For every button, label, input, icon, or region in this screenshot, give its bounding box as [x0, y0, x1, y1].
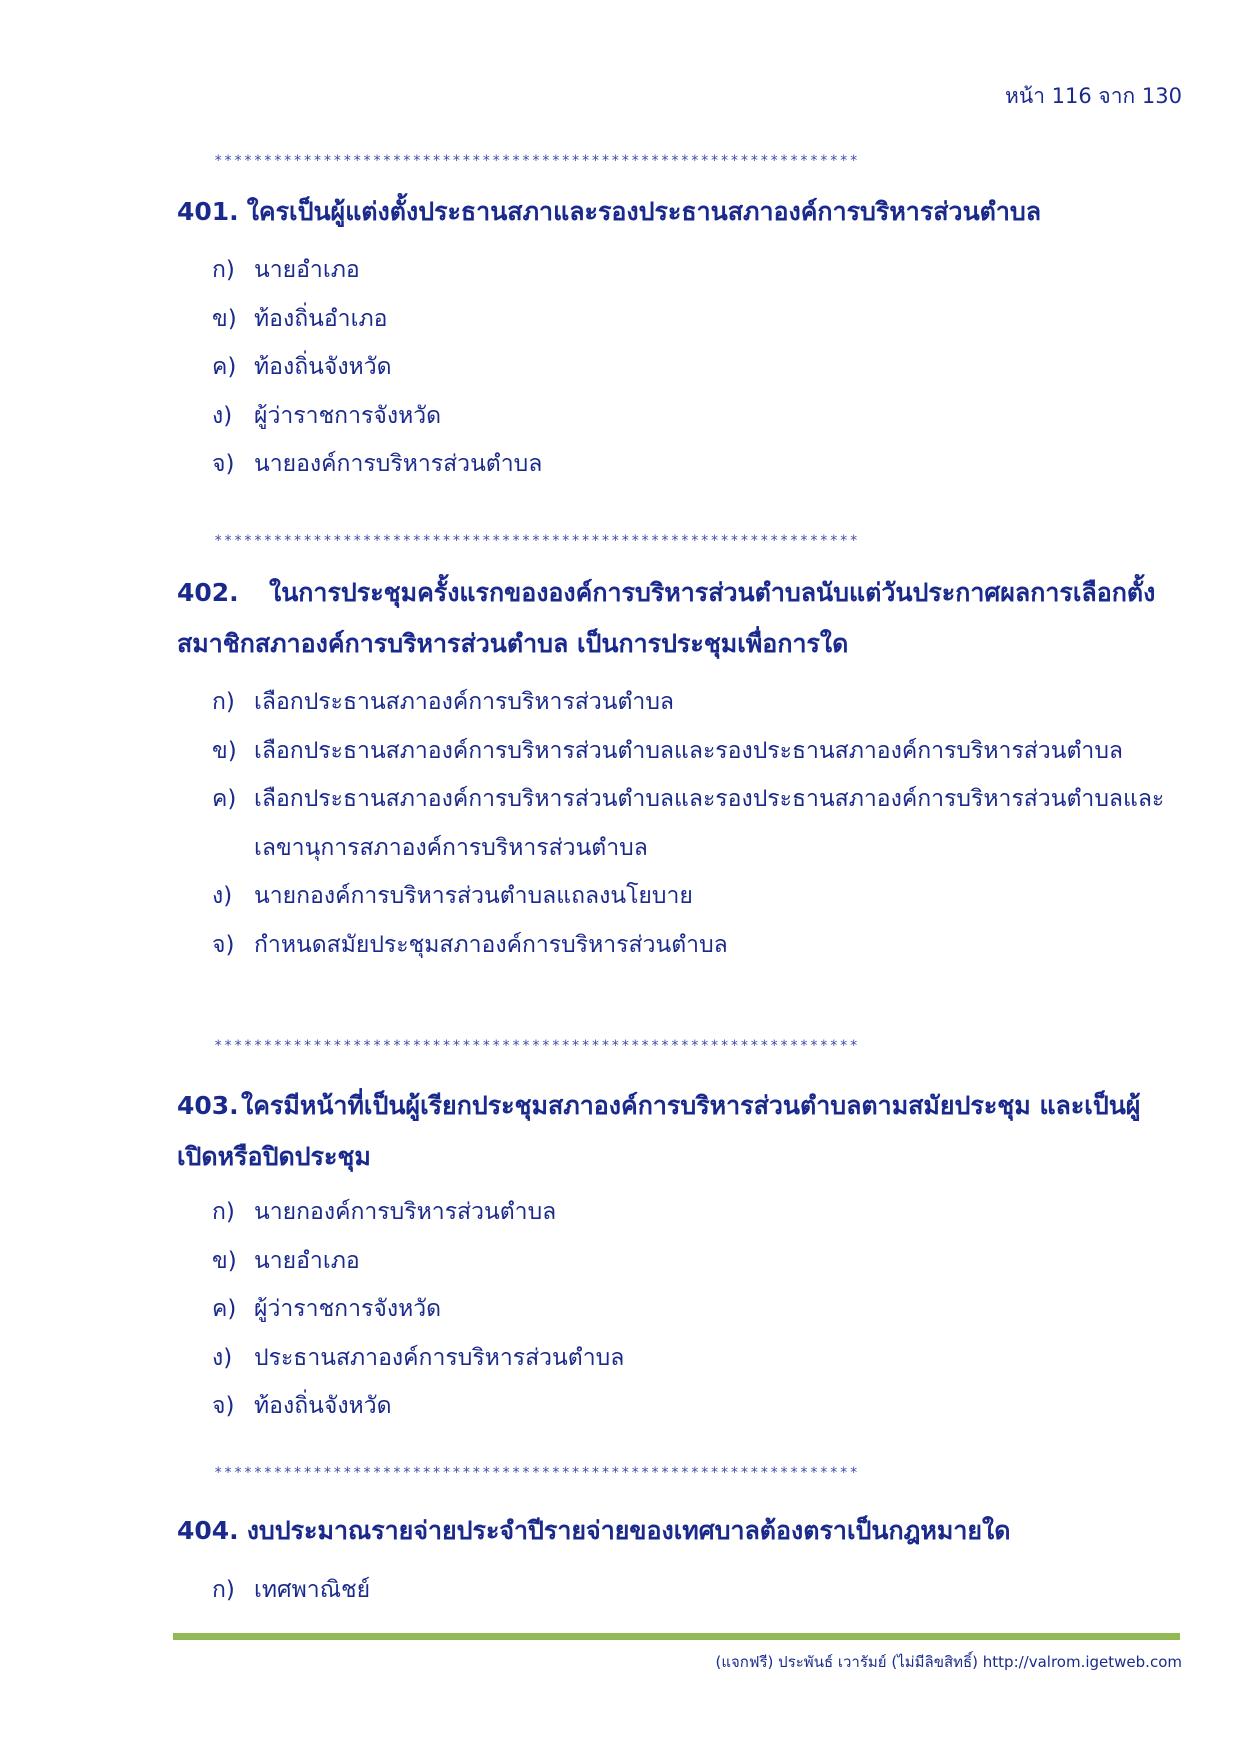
question-number: 402. [177, 578, 239, 607]
option-text: ประธานสภาองค์การบริหารส่วนตำบล [254, 1344, 625, 1371]
option-letter: ค) [212, 786, 237, 812]
question-403 [177, 1080, 1177, 1182]
option-item [212, 343, 1197, 392]
question-text: ใครมีหน้าที่เป็นผู้เรียกประชุมสภาองค์การบริหารส่วนตำบลตามสมัยประชุม และเป็นผู้เปิดหรือปิดประชุม [177, 1091, 1141, 1171]
separator-line: ***************************************************************** [214, 1038, 860, 1054]
question-number: 403. [177, 1091, 239, 1120]
option-item [212, 295, 1197, 344]
option-item [212, 440, 1197, 489]
separator-line: ***************************************************************** [214, 1465, 860, 1481]
option-item [212, 1285, 1197, 1334]
option-letter: ค) [212, 1296, 237, 1322]
option-text: เลือกประธานสภาองค์การบริหารส่วนตำบลและรองประธานสภาองค์การบริหารส่วนตำบล [254, 737, 1124, 764]
page-number: หน้า 116 จาก 130 [1005, 84, 1182, 108]
option-text: นายอำเภอ [254, 1247, 360, 1274]
option-text: นายอำเภอ [254, 257, 360, 283]
option-item [212, 921, 1197, 970]
option-letter: จ) [212, 1393, 235, 1419]
option-letter: ข) [212, 737, 237, 764]
option-text: นายองค์การบริหารส่วนตำบล [254, 451, 543, 477]
footer-credit: (แจกฟรี) ประพันธ์ เวารัมย์ (ไม่มีลิขสิทธิ์) http://valrom.igetweb.com [715, 1653, 1182, 1671]
option-letter: ง) [212, 883, 233, 909]
option-text: นายกองค์การบริหารส่วนตำบล [254, 1199, 557, 1225]
option-letter: ข) [212, 1247, 237, 1274]
question-number: 401. [177, 197, 239, 226]
option-text: นายกองค์การบริหารส่วนตำบลแถลงนโยบาย [254, 883, 693, 909]
option-text: ท้องถิ่นจังหวัด [254, 354, 392, 380]
option-letter: ง) [212, 402, 233, 429]
option-text: ท้องถิ่นจังหวัด [254, 1393, 392, 1419]
option-item [212, 1334, 1197, 1383]
option-item [212, 727, 1197, 776]
option-item [212, 775, 1197, 872]
option-letter: จ) [212, 451, 235, 477]
options-404 [212, 1566, 1197, 1615]
question-402 [177, 567, 1177, 669]
separator-line: ***************************************************************** [214, 533, 860, 549]
option-text: ท้องถิ่นอำเภอ [254, 305, 388, 332]
option-letter: ก) [212, 689, 235, 715]
question-number: 404. [177, 1516, 239, 1545]
option-letter: ก) [212, 1577, 235, 1603]
option-text: เทศพาณิชย์ [254, 1577, 371, 1603]
options-403 [212, 1188, 1197, 1431]
option-item [212, 1188, 1197, 1237]
option-text: ผู้ว่าราชการจังหวัด [254, 402, 442, 429]
option-item [212, 872, 1197, 921]
options-401 [212, 246, 1197, 489]
question-401 [177, 186, 1177, 237]
option-text: กำหนดสมัยประชุมสภาองค์การบริหารส่วนตำบล [254, 931, 728, 958]
option-item [212, 678, 1197, 727]
option-letter: ค) [212, 354, 237, 380]
option-item [212, 1237, 1197, 1286]
option-letter: จ) [212, 931, 235, 958]
question-text: งบประมาณรายจ่ายประจำปีรายจ่ายของเทศบาลต้องตราเป็นกฎหมายใด [246, 1516, 1011, 1545]
option-item [212, 392, 1197, 441]
footer-divider [173, 1633, 1180, 1640]
separator-line: ***************************************************************** [214, 153, 860, 169]
option-text: ผู้ว่าราชการจังหวัด [254, 1296, 442, 1322]
option-letter: ข) [212, 305, 237, 332]
option-item [212, 1566, 1197, 1615]
question-404 [177, 1505, 1177, 1556]
option-item [212, 1382, 1197, 1431]
options-402 [212, 678, 1197, 969]
option-letter: ก) [212, 1199, 235, 1225]
option-letter: ง) [212, 1344, 233, 1371]
option-text: เลือกประธานสภาองค์การบริหารส่วนตำบลและรองประธานสภาองค์การบริหารส่วนตำบลและเลขานุการสภาองค์การบริหารส่วนตำบล [254, 786, 1165, 861]
option-text: เลือกประธานสภาองค์การบริหารส่วนตำบล [254, 689, 675, 715]
question-text: ใครเป็นผู้แต่งตั้งประธานสภาและรองประธานสภาองค์การบริหารส่วนตำบล [246, 197, 1042, 226]
option-letter: ก) [212, 257, 235, 283]
option-item [212, 246, 1197, 295]
question-text: ในการประชุมครั้งแรกขององค์การบริหารส่วนตำบลนับแต่วันประกาศผลการเลือกตั้งสมาชิกสภาองค์การบริหารส่วนตำบล เป็นการประชุมเพื่อการใด [177, 578, 1156, 658]
